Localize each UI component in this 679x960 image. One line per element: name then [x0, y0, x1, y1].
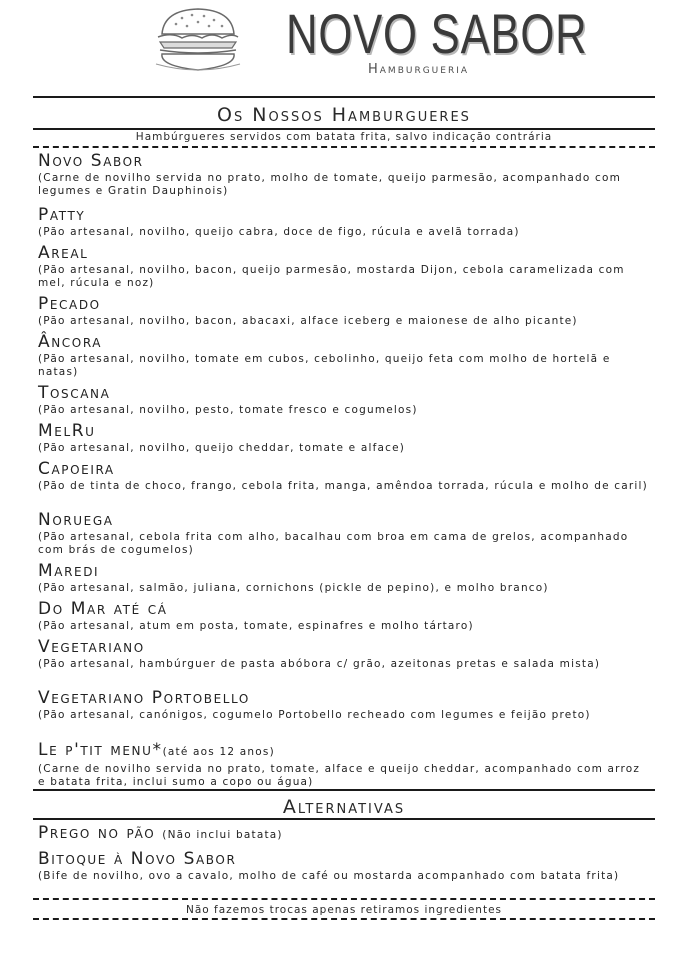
menu-item-description: (Pão artesanal, canónigos, cogumelo Portobello recheado com legumes e feijão preto) [38, 709, 591, 721]
menu-item-description: (Carne de novilho servida no prato, molho de tomate, queijo parmesão, acompanhado com legumes e Gratin Dauphinois) [38, 172, 622, 197]
menu-item [38, 741, 648, 788]
burger-icon [152, 4, 244, 76]
menu-item [38, 562, 648, 595]
menu-item-description: (Bife de novilho, ovo a cavalo, molho de café ou mostarda acompanhado com batata frita) [38, 870, 620, 882]
menu-item-name [38, 824, 648, 845]
menu-item-name: Novo Sabor [38, 151, 144, 171]
menu-item [38, 152, 648, 197]
divider [33, 128, 655, 130]
brand-name: NOVO SABOR [286, 2, 588, 65]
divider [33, 818, 655, 820]
menu-item-note: (até aos 12 anos) [162, 746, 275, 758]
menu-item-name: Do Mar até cá [38, 599, 168, 619]
dashed-divider [33, 918, 655, 920]
footer-note: Não fazemos trocas apenas retiramos ingredientes [185, 904, 503, 916]
section-title-burgers: Os Nossos Hamburgueres [217, 104, 471, 126]
menu-item-description: (Pão artesanal, novilho, bacon, queijo parmesão, mostarda Dijon, cebola caramelizada com mel, rúcula e noz) [38, 264, 625, 289]
divider [33, 789, 655, 791]
menu-item-name [38, 741, 648, 762]
menu-item-name: Bitoque à Novo Sabor [38, 849, 237, 869]
menu-item-name: Pecado [38, 294, 101, 314]
menu-item-name: Maredi [38, 561, 100, 581]
menu-item-name: Capoeira [38, 459, 115, 479]
menu-item [38, 333, 648, 378]
brand [286, 2, 588, 84]
dashed-divider [33, 898, 655, 900]
menu-item-name: Vegetariano Portobello [38, 688, 250, 708]
menu-item-description: (Pão artesanal, novilho, tomate em cubos, cebolinho, queijo feta com molho de hortelã e natas) [38, 353, 611, 378]
menu-item-name: MelRu [38, 421, 96, 441]
menu-item-name: Toscana [38, 383, 111, 403]
menu-item-note: (Não inclui batata) [162, 829, 283, 841]
menu-item [38, 384, 648, 417]
menu-item [38, 244, 648, 289]
menu-item [38, 422, 648, 455]
menu-item [38, 295, 648, 328]
divider [33, 96, 655, 98]
menu-item [38, 689, 648, 722]
menu-item [38, 511, 648, 556]
menu-item-name: Patty [38, 205, 86, 225]
menu-item-name: Vegetariano [38, 637, 145, 657]
menu-item-title: Le p'tit menu* [38, 740, 163, 760]
menu-item-title: Prego no pão [38, 823, 156, 843]
menu-item [38, 824, 648, 845]
menu-item [38, 206, 648, 239]
menu-item-description: (Pão artesanal, novilho, pesto, tomate fresco e cogumelos) [38, 404, 418, 416]
menu-item-description: (Pão artesanal, novilho, bacon, abacaxi, alface iceberg e maionese de alho picante) [38, 315, 578, 327]
menu-item-description: (Pão artesanal, salmão, juliana, cornichons (pickle de pepino), e molho branco) [38, 582, 549, 594]
brand-subtitle: Hamburgueria [368, 62, 470, 77]
menu-item-description: (Pão artesanal, novilho, queijo cheddar, tomate e alface) [38, 442, 406, 454]
menu-item-name: Âncora [38, 332, 103, 352]
menu-item-description: (Pão de tinta de choco, frango, cebola frita, manga, amêndoa torrada, rúcula e molho de caril) [38, 480, 648, 492]
menu-item-description: (Pão artesanal, novilho, queijo cabra, doce de figo, rúcula e avelã torrada) [38, 226, 520, 238]
menu-item [38, 850, 648, 883]
menu-item-description: (Pão artesanal, atum em posta, tomate, espinafres e molho tártaro) [38, 620, 474, 632]
menu-item-name: Noruega [38, 510, 114, 530]
menu-item-description: (Carne de novilho servida no prato, tomate, alface e queijo cheddar, acompanhado com arroz e batata frita, inclui sumo a copo ou água) [38, 763, 641, 788]
menu-item-name: Areal [38, 243, 89, 263]
menu-item-description: (Pão artesanal, cebola frita com alho, bacalhau com broa em cama de grelos, acompanhado com brás de cogumelos) [38, 531, 629, 556]
menu-item-description: (Pão artesanal, hambúrguer de pasta abóbora c/ grão, azeitonas pretas e salada mista) [38, 658, 601, 670]
menu-item [38, 460, 648, 493]
dashed-divider [33, 146, 655, 148]
menu-item [38, 638, 648, 671]
section-note: Hambúrgueres servidos com batata frita, salvo indicação contrária [135, 131, 553, 143]
menu-item [38, 600, 648, 633]
section-title-alternatives: Alternativas [282, 796, 406, 818]
header [0, 0, 679, 92]
